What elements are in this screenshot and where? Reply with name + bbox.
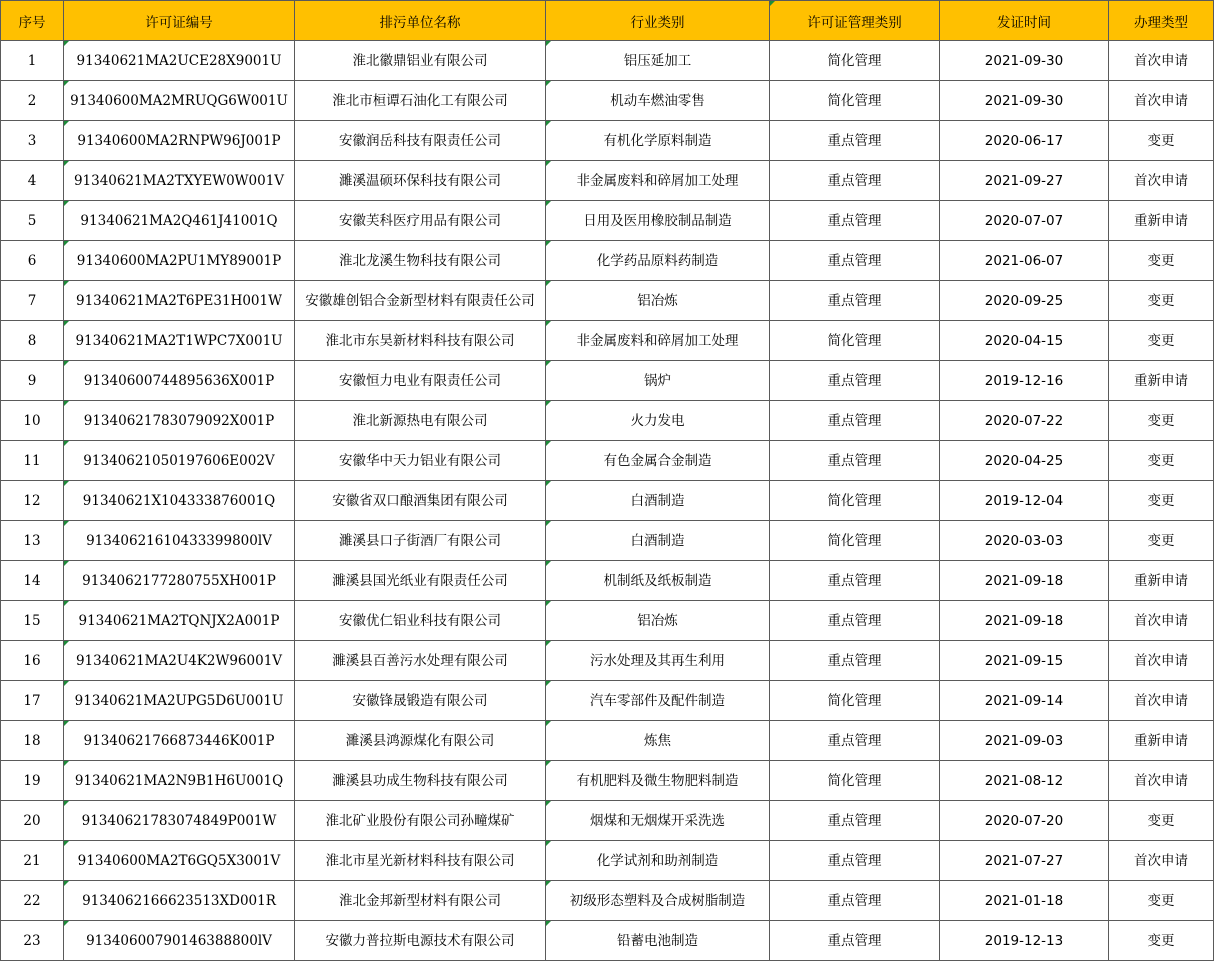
cell-process-type[interactable]: 变更 xyxy=(1109,401,1214,441)
cell-process-type[interactable]: 变更 xyxy=(1109,241,1214,281)
cell-index[interactable]: 15 xyxy=(1,601,64,641)
cell-process-type[interactable]: 首次申请 xyxy=(1109,41,1214,81)
header-company-name[interactable]: 排污单位名称 xyxy=(295,1,546,41)
cell-industry[interactable]: 汽车零部件及配件制造 xyxy=(546,681,770,721)
cell-index[interactable]: 6 xyxy=(1,241,64,281)
table-row xyxy=(1,161,1214,201)
cell-issue-date[interactable]: 2020-03-03 xyxy=(940,521,1109,561)
cell-company-name[interactable]: 淮北徽鼎铝业有限公司 xyxy=(295,41,546,81)
table-row xyxy=(1,761,1214,801)
cell-permit-number[interactable]: 91340621MA2TXYEW0W001V xyxy=(64,161,295,201)
cell-index[interactable]: 8 xyxy=(1,321,64,361)
header-industry[interactable]: 行业类别 xyxy=(546,1,770,41)
table-row xyxy=(1,721,1214,761)
cell-permit-number[interactable]: 91340621MA2TQNJX2A001P xyxy=(64,601,295,641)
cell-index[interactable]: 23 xyxy=(1,921,64,961)
cell-industry[interactable]: 铝压延加工 xyxy=(546,41,770,81)
table-row xyxy=(1,801,1214,841)
table-row xyxy=(1,281,1214,321)
table-row xyxy=(1,641,1214,681)
cell-process-type[interactable]: 变更 xyxy=(1109,321,1214,361)
cell-management-category[interactable]: 重点管理 xyxy=(770,801,940,841)
cell-industry[interactable]: 火力发电 xyxy=(546,401,770,441)
table-row xyxy=(1,361,1214,401)
cell-permit-number[interactable]: 91340621783079092X001P xyxy=(64,401,295,441)
cell-issue-date[interactable]: 2020-07-22 xyxy=(940,401,1109,441)
cell-issue-date[interactable]: 2021-09-30 xyxy=(940,41,1109,81)
cell-permit-number[interactable]: 91340621610433399800lV xyxy=(64,521,295,561)
cell-industry[interactable]: 锅炉 xyxy=(546,361,770,401)
cell-index[interactable]: 5 xyxy=(1,201,64,241)
cell-index[interactable]: 20 xyxy=(1,801,64,841)
cell-industry[interactable]: 污水处理及其再生利用 xyxy=(546,641,770,681)
cell-company-name[interactable]: 安徽锋晟锻造有限公司 xyxy=(295,681,546,721)
cell-index[interactable]: 2 xyxy=(1,81,64,121)
cell-industry[interactable]: 白酒制造 xyxy=(546,521,770,561)
cell-process-type[interactable]: 变更 xyxy=(1109,281,1214,321)
cell-process-type[interactable]: 首次申请 xyxy=(1109,841,1214,881)
cell-industry[interactable]: 有色金属合金制造 xyxy=(546,441,770,481)
cell-company-name[interactable]: 濉溪县功成生物科技有限公司 xyxy=(295,761,546,801)
cell-company-name[interactable]: 淮北市东昊新材料科技有限公司 xyxy=(295,321,546,361)
cell-permit-number[interactable]: 91340621766873446K001P xyxy=(64,721,295,761)
cell-industry[interactable]: 机制纸及纸板制造 xyxy=(546,561,770,601)
table-row xyxy=(1,681,1214,721)
cell-process-type[interactable]: 变更 xyxy=(1109,441,1214,481)
header-index[interactable]: 序号 xyxy=(1,1,64,41)
cell-issue-date[interactable]: 2021-09-15 xyxy=(940,641,1109,681)
cell-index[interactable]: 9 xyxy=(1,361,64,401)
cell-industry[interactable]: 炼焦 xyxy=(546,721,770,761)
cell-company-name[interactable]: 安徽芙科医疗用品有限公司 xyxy=(295,201,546,241)
cell-management-category[interactable]: 简化管理 xyxy=(770,681,940,721)
cell-permit-number[interactable]: 91340621050197606E002V xyxy=(64,441,295,481)
cell-permit-number[interactable]: 91340621X104333876001Q xyxy=(64,481,295,521)
cell-management-category[interactable]: 简化管理 xyxy=(770,321,940,361)
cell-issue-date[interactable]: 2021-09-27 xyxy=(940,161,1109,201)
cell-industry[interactable]: 化学药品原料药制造 xyxy=(546,241,770,281)
cell-management-category[interactable]: 重点管理 xyxy=(770,161,940,201)
cell-company-name[interactable]: 安徽华中天力铝业有限公司 xyxy=(295,441,546,481)
cell-process-type[interactable]: 变更 xyxy=(1109,881,1214,921)
cell-issue-date[interactable]: 2021-09-18 xyxy=(940,561,1109,601)
cell-permit-number[interactable]: 91340600MA2RNPW96J001P xyxy=(64,121,295,161)
cell-issue-date[interactable]: 2021-09-03 xyxy=(940,721,1109,761)
cell-issue-date[interactable]: 2021-06-07 xyxy=(940,241,1109,281)
cell-management-category[interactable]: 重点管理 xyxy=(770,921,940,961)
cell-company-name[interactable]: 安徽恒力电业有限责任公司 xyxy=(295,361,546,401)
cell-company-name[interactable]: 濉溪温硕环保科技有限公司 xyxy=(295,161,546,201)
cell-management-category[interactable]: 简化管理 xyxy=(770,521,940,561)
cell-permit-number[interactable]: 91340600790146388800lV xyxy=(64,921,295,961)
cell-permit-number[interactable]: 91340621MA2UPG5D6U001U xyxy=(64,681,295,721)
cell-issue-date[interactable]: 2020-06-17 xyxy=(940,121,1109,161)
cell-index[interactable]: 21 xyxy=(1,841,64,881)
cell-industry[interactable]: 铅蓄电池制造 xyxy=(546,921,770,961)
cell-index[interactable]: 3 xyxy=(1,121,64,161)
cell-company-name[interactable]: 淮北市星光新材料科技有限公司 xyxy=(295,841,546,881)
cell-management-category[interactable]: 重点管理 xyxy=(770,361,940,401)
cell-industry[interactable]: 烟煤和无烟煤开采洗选 xyxy=(546,801,770,841)
cell-industry[interactable]: 铝冶炼 xyxy=(546,281,770,321)
cell-permit-number[interactable]: 91340621MA2UCE28X9001U xyxy=(64,41,295,81)
cell-management-category[interactable]: 重点管理 xyxy=(770,401,940,441)
cell-industry[interactable]: 白酒制造 xyxy=(546,481,770,521)
cell-process-type[interactable]: 变更 xyxy=(1109,521,1214,561)
cell-issue-date[interactable]: 2020-09-25 xyxy=(940,281,1109,321)
cell-company-name[interactable]: 安徽省双口酿酒集团有限公司 xyxy=(295,481,546,521)
cell-process-type[interactable]: 首次申请 xyxy=(1109,601,1214,641)
cell-company-name[interactable]: 安徽润岳科技有限责任公司 xyxy=(295,121,546,161)
cell-management-category[interactable]: 重点管理 xyxy=(770,121,940,161)
table-row xyxy=(1,121,1214,161)
cell-issue-date[interactable]: 2021-01-18 xyxy=(940,881,1109,921)
cell-issue-date[interactable]: 2019-12-13 xyxy=(940,921,1109,961)
cell-industry[interactable]: 机动车燃油零售 xyxy=(546,81,770,121)
cell-index[interactable]: 17 xyxy=(1,681,64,721)
cell-permit-number[interactable]: 9134062177280755XH001P xyxy=(64,561,295,601)
cell-management-category[interactable]: 重点管理 xyxy=(770,561,940,601)
cell-company-name[interactable]: 濉溪县口子街酒厂有限公司 xyxy=(295,521,546,561)
cell-permit-number[interactable]: 91340600MA2T6GQ5X3001V xyxy=(64,841,295,881)
cell-process-type[interactable]: 首次申请 xyxy=(1109,681,1214,721)
cell-industry[interactable]: 非金属废料和碎屑加工处理 xyxy=(546,321,770,361)
cell-company-name[interactable]: 安徽雄创铝合金新型材料有限责任公司 xyxy=(295,281,546,321)
cell-management-category[interactable]: 重点管理 xyxy=(770,881,940,921)
table-row xyxy=(1,601,1214,641)
cell-permit-number[interactable]: 91340621MA2N9B1H6U001Q xyxy=(64,761,295,801)
cell-process-type[interactable]: 变更 xyxy=(1109,921,1214,961)
table-row xyxy=(1,441,1214,481)
table-row xyxy=(1,241,1214,281)
table-row xyxy=(1,561,1214,601)
cell-management-category[interactable]: 简化管理 xyxy=(770,81,940,121)
table-row xyxy=(1,81,1214,121)
cell-issue-date[interactable]: 2021-07-27 xyxy=(940,841,1109,881)
cell-issue-date[interactable]: 2020-07-20 xyxy=(940,801,1109,841)
cell-company-name[interactable]: 淮北矿业股份有限公司孙疃煤矿 xyxy=(295,801,546,841)
cell-index[interactable]: 16 xyxy=(1,641,64,681)
cell-management-category[interactable]: 重点管理 xyxy=(770,721,940,761)
cell-management-category[interactable]: 重点管理 xyxy=(770,241,940,281)
cell-issue-date[interactable]: 2021-08-12 xyxy=(940,761,1109,801)
cell-index[interactable]: 18 xyxy=(1,721,64,761)
cell-process-type[interactable]: 变更 xyxy=(1109,481,1214,521)
cell-management-category[interactable]: 重点管理 xyxy=(770,281,940,321)
cell-permit-number[interactable]: 91340600MA2PU1MY89001P xyxy=(64,241,295,281)
cell-industry[interactable]: 日用及医用橡胶制品制造 xyxy=(546,201,770,241)
cell-company-name[interactable]: 安徽优仁铝业科技有限公司 xyxy=(295,601,546,641)
cell-index[interactable]: 7 xyxy=(1,281,64,321)
cell-management-category[interactable]: 重点管理 xyxy=(770,441,940,481)
table-row xyxy=(1,841,1214,881)
cell-permit-number[interactable]: 91340621MA2Q461J41001Q xyxy=(64,201,295,241)
table-row xyxy=(1,921,1214,961)
cell-index[interactable]: 13 xyxy=(1,521,64,561)
table-row xyxy=(1,521,1214,561)
cell-issue-date[interactable]: 2021-09-14 xyxy=(940,681,1109,721)
cell-process-type[interactable]: 重新申请 xyxy=(1109,721,1214,761)
header-management-category[interactable]: 许可证管理类别 xyxy=(770,1,940,41)
cell-process-type[interactable]: 首次申请 xyxy=(1109,81,1214,121)
cell-process-type[interactable]: 重新申请 xyxy=(1109,361,1214,401)
cell-industry[interactable]: 有机化学原料制造 xyxy=(546,121,770,161)
cell-process-type[interactable]: 首次申请 xyxy=(1109,161,1214,201)
cell-process-type[interactable]: 变更 xyxy=(1109,121,1214,161)
header-row xyxy=(1,1,1214,41)
cell-issue-date[interactable]: 2019-12-04 xyxy=(940,481,1109,521)
cell-index[interactable]: 14 xyxy=(1,561,64,601)
cell-issue-date[interactable]: 2020-04-15 xyxy=(940,321,1109,361)
table-row xyxy=(1,481,1214,521)
cell-process-type[interactable]: 首次申请 xyxy=(1109,761,1214,801)
cell-permit-number[interactable]: 91340621783074849P001W xyxy=(64,801,295,841)
header-issue-date[interactable]: 发证时间 xyxy=(940,1,1109,41)
cell-permit-number[interactable]: 91340621MA2T6PE31H001W xyxy=(64,281,295,321)
header-process-type[interactable]: 办理类型 xyxy=(1109,1,1214,41)
cell-permit-number[interactable]: 91340621MA2U4K2W96001V xyxy=(64,641,295,681)
cell-industry[interactable]: 化学试剂和助剂制造 xyxy=(546,841,770,881)
cell-company-name[interactable]: 濉溪县鸿源煤化有限公司 xyxy=(295,721,546,761)
cell-permit-number[interactable]: 91340621MA2T1WPC7X001U xyxy=(64,321,295,361)
cell-permit-number[interactable]: 91340600744895636X001P xyxy=(64,361,295,401)
cell-management-category[interactable]: 重点管理 xyxy=(770,841,940,881)
cell-industry[interactable]: 有机肥料及微生物肥料制造 xyxy=(546,761,770,801)
cell-permit-number[interactable]: 9134062166623513XD001R xyxy=(64,881,295,921)
cell-company-name[interactable]: 淮北新源热电有限公司 xyxy=(295,401,546,441)
cell-index[interactable]: 1 xyxy=(1,41,64,81)
cell-issue-date[interactable]: 2019-12-16 xyxy=(940,361,1109,401)
cell-issue-date[interactable]: 2020-04-25 xyxy=(940,441,1109,481)
cell-index[interactable]: 4 xyxy=(1,161,64,201)
cell-index[interactable]: 19 xyxy=(1,761,64,801)
cell-management-category[interactable]: 重点管理 xyxy=(770,601,940,641)
cell-company-name[interactable]: 安徽力普拉斯电源技术有限公司 xyxy=(295,921,546,961)
cell-process-type[interactable]: 变更 xyxy=(1109,801,1214,841)
cell-management-category[interactable]: 简化管理 xyxy=(770,41,940,81)
cell-issue-date[interactable]: 2020-07-07 xyxy=(940,201,1109,241)
table-row xyxy=(1,201,1214,241)
cell-company-name[interactable]: 淮北龙溪生物科技有限公司 xyxy=(295,241,546,281)
cell-management-category[interactable]: 重点管理 xyxy=(770,201,940,241)
header-permit-number[interactable]: 许可证编号 xyxy=(64,1,295,41)
cell-management-category[interactable]: 简化管理 xyxy=(770,761,940,801)
cell-industry[interactable]: 铝冶炼 xyxy=(546,601,770,641)
cell-index[interactable]: 11 xyxy=(1,441,64,481)
cell-issue-date[interactable]: 2021-09-30 xyxy=(940,81,1109,121)
cell-company-name[interactable]: 濉溪县国光纸业有限责任公司 xyxy=(295,561,546,601)
cell-index[interactable]: 22 xyxy=(1,881,64,921)
cell-index[interactable]: 10 xyxy=(1,401,64,441)
cell-company-name[interactable]: 淮北市桓谭石油化工有限公司 xyxy=(295,81,546,121)
cell-management-category[interactable]: 简化管理 xyxy=(770,481,940,521)
cell-issue-date[interactable]: 2021-09-18 xyxy=(940,601,1109,641)
cell-permit-number[interactable]: 91340600MA2MRUQG6W001U xyxy=(64,81,295,121)
cell-industry[interactable]: 初级形态塑料及合成树脂制造 xyxy=(546,881,770,921)
table-row xyxy=(1,41,1214,81)
cell-company-name[interactable]: 濉溪县百善污水处理有限公司 xyxy=(295,641,546,681)
table-row xyxy=(1,881,1214,921)
table-row xyxy=(1,321,1214,361)
cell-process-type[interactable]: 重新申请 xyxy=(1109,201,1214,241)
cell-process-type[interactable]: 首次申请 xyxy=(1109,641,1214,681)
cell-index[interactable]: 12 xyxy=(1,481,64,521)
cell-industry[interactable]: 非金属废料和碎屑加工处理 xyxy=(546,161,770,201)
cell-company-name[interactable]: 淮北金邦新型材料有限公司 xyxy=(295,881,546,921)
cell-process-type[interactable]: 重新申请 xyxy=(1109,561,1214,601)
cell-management-category[interactable]: 重点管理 xyxy=(770,641,940,681)
table-row xyxy=(1,401,1214,441)
